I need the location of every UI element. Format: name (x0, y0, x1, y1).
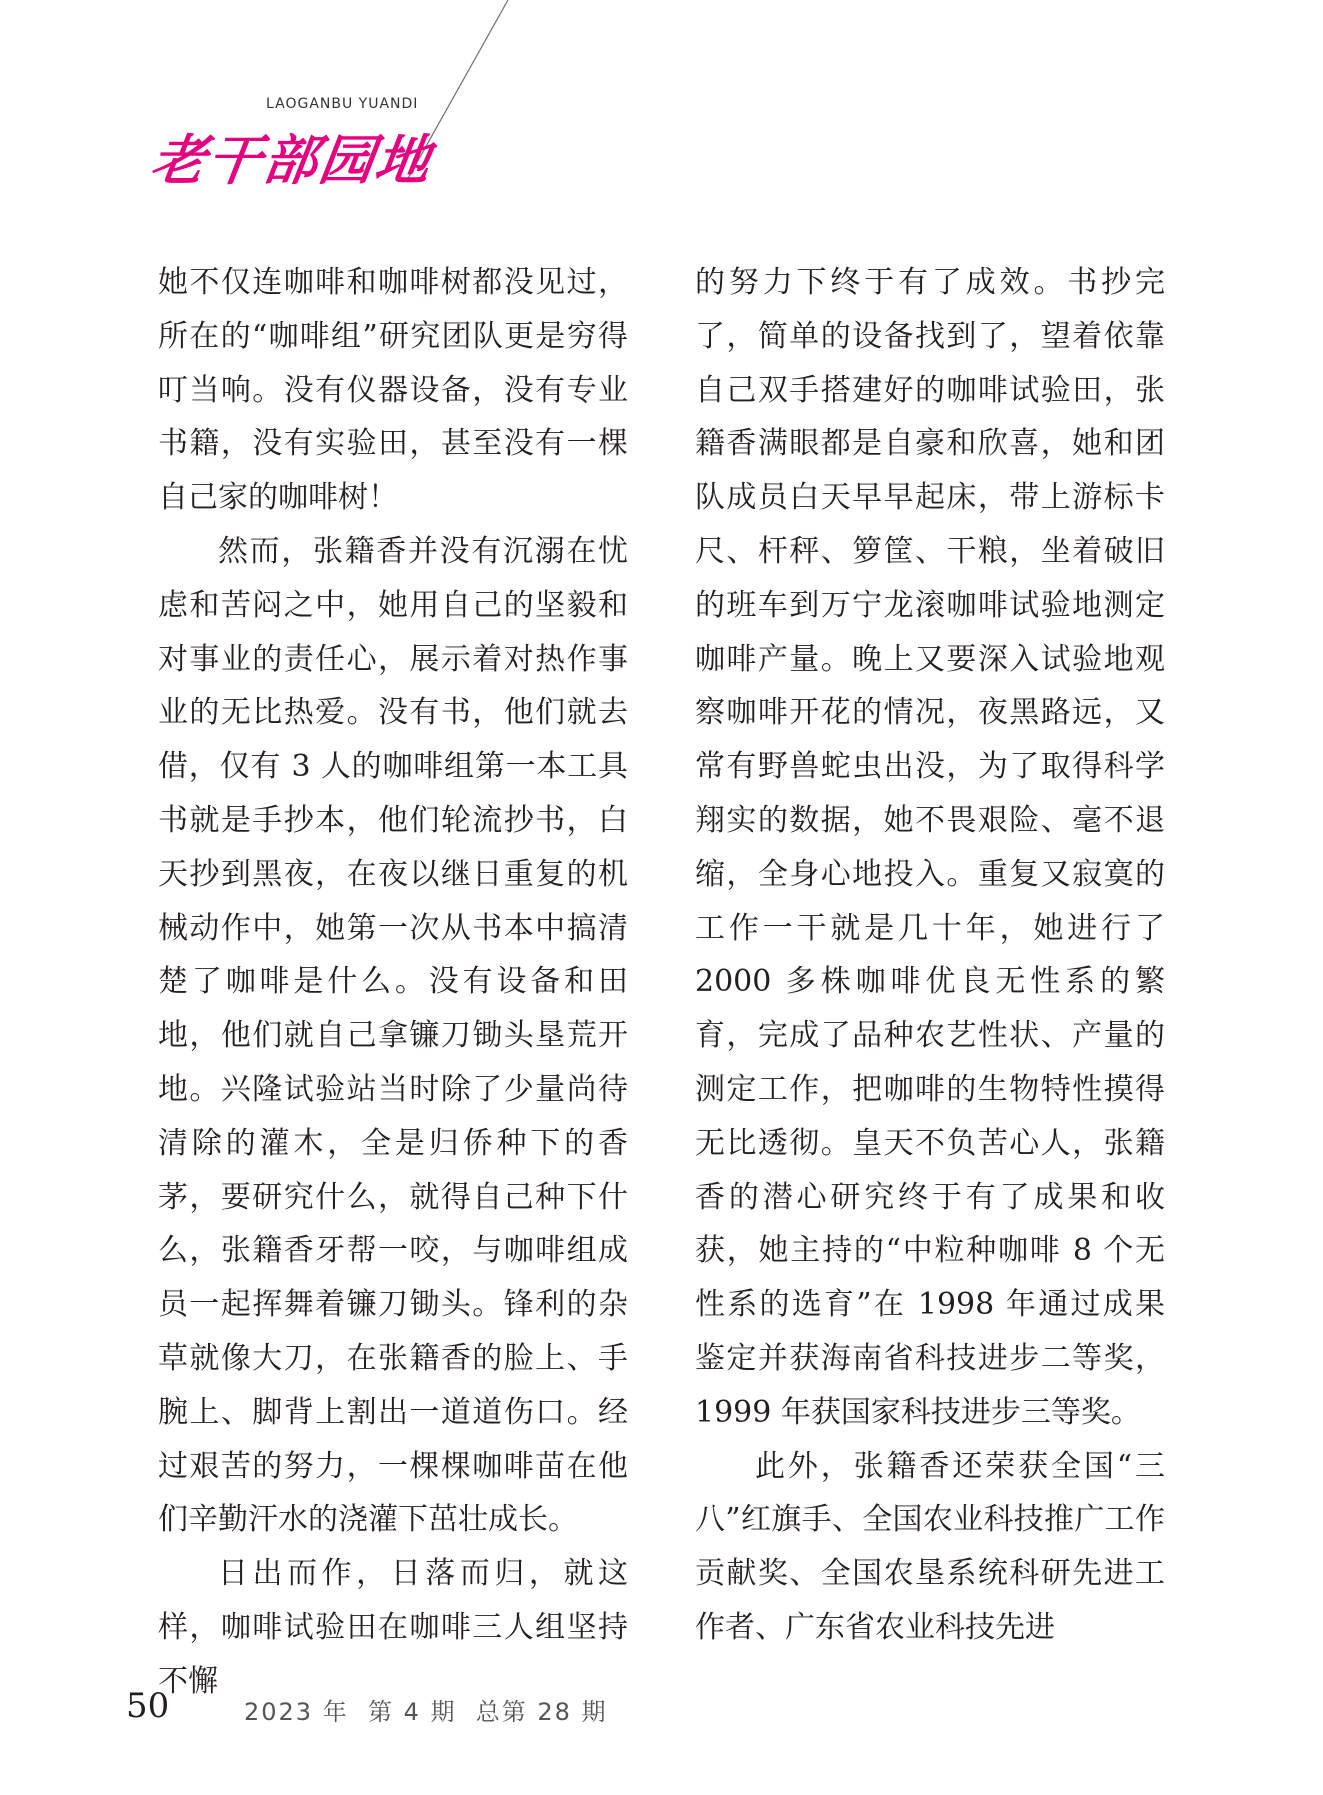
column-title-logo: 老干部园地 (147, 128, 437, 192)
paragraph: 她不仅连咖啡和咖啡树都没见过，所在的“咖啡组”研究团队更是穷得叮当响。没有仪器设备，没有专业书籍，没有实验田，甚至没有一棵自己家的咖啡树！ (158, 265, 628, 516)
article-column-right (695, 256, 1165, 1655)
article-column-left (158, 256, 628, 1709)
issue-info: 2023 年 第 4 期 总第 28 期 (244, 1698, 608, 1726)
paragraph: 然而，张籍香并没有沉溺在忧虑和苦闷之中，她用自己的坚毅和对事业的责任心，展示着对热作事业的无比热爱。没有书，他们就去借，仅有 3 人的咖啡组第一本工具书就是手抄本，他们轮流抄书，白天抄到黑夜，在夜以继日重复的机械动作中，她第一次从书本中搞清楚了咖啡是什么。没有设备和田地，他们就自己拿镰刀锄头垦荒开地。兴隆试验站当时除了少量尚待清除的灌木，全是归侨种下的香茅，要研究什么，就得自己种下什么，张籍香牙帮一咬，与咖啡组成员一起挥舞着镰刀锄头。锋利的杂草就像大刀，在张籍香的脸上、手腕上、脚背上割出一道道伤口。经过艰苦的努力，一棵棵咖啡苗在他们辛勤汗水的浇灌下茁壮成长。 (158, 533, 628, 1538)
paragraph: 日出而作，日落而归，就这样，咖啡试验田在咖啡三人组坚持不懈 (158, 1556, 628, 1699)
paragraph: 此外，张籍香还荣获全国“三八”红旗手、全国农业科技推广工作贡献奖、全国农垦系统科研先进工作者、广东省农业科技先进 (695, 1448, 1165, 1645)
page-footer (126, 1686, 826, 1730)
page-number: 50 (126, 1686, 170, 1726)
column-title-pinyin: LAOGANBU YUANDI (266, 96, 419, 112)
paragraph: 的努力下终于有了成效。书抄完了，简单的设备找到了，望着依靠自己双手搭建好的咖啡试验田，张籍香满眼都是自豪和欣喜，她和团队成员白天早早起床，带上游标卡尺、杆秤、箩筐、干粮，坐着破旧的班车到万宁龙滚咖啡试验地测定咖啡产量。晚上又要深入试验地观察咖啡开花的情况，夜黑路远，又常有野兽蛇虫出没，为了取得科学翔实的数据，她不畏艰险、毫不退缩，全身心地投入。重复又寂寞的工作一干就是几十年，她进行了 2000 多株咖啡优良无性系的繁育，完成了品种农艺性状、产量的测定工作，把咖啡的生物特性摸得无比透彻。皇天不负苦心人，张籍香的潜心研究终于有了成果和收获，她主持的“中粒种咖啡 8 个无性系的选育”在 1998 年通过成果鉴定并获海南省科技进步二等奖，1999 年获国家科技进步三等奖。 (695, 265, 1165, 1430)
page-header (0, 0, 600, 200)
